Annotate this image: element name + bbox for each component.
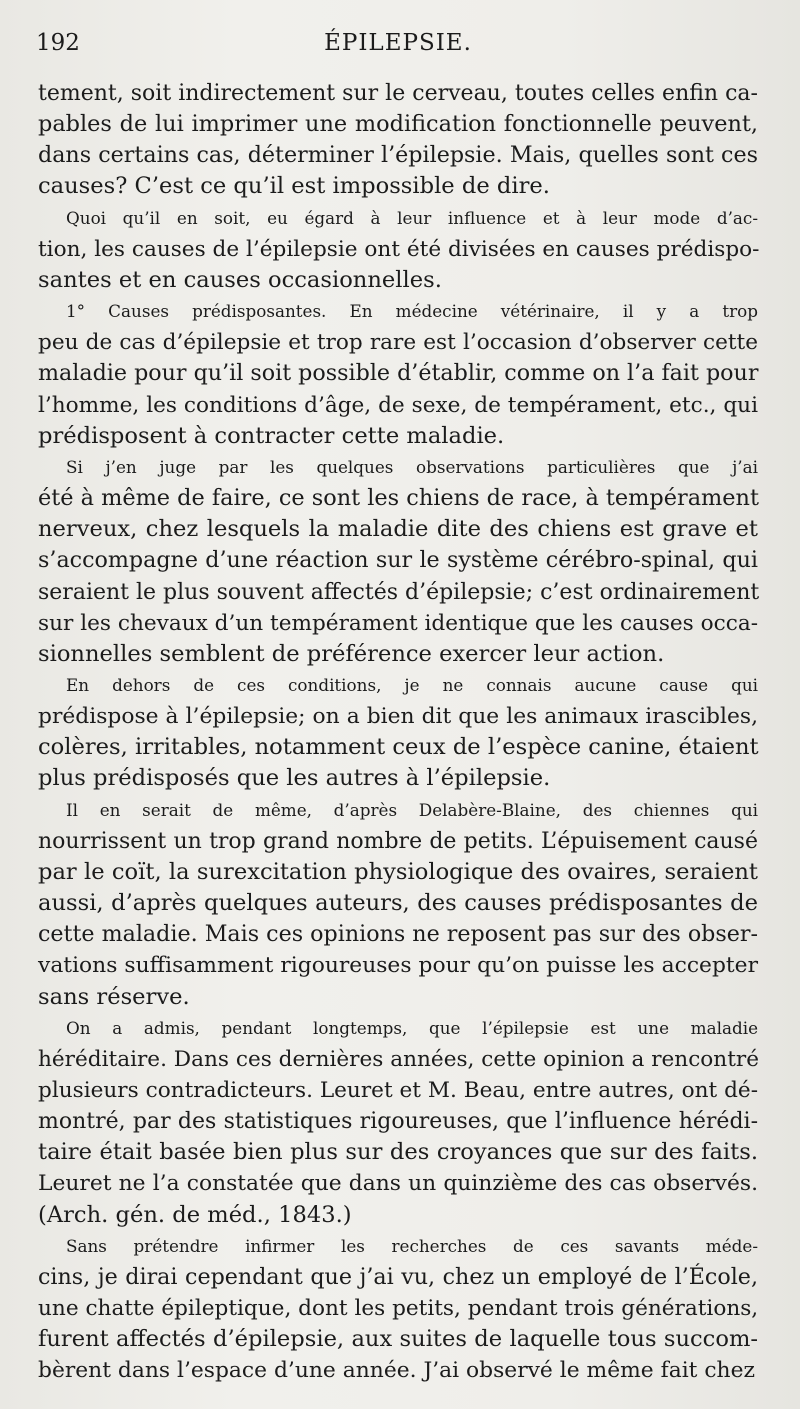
text-line: sur les chevaux d’un tempérament identique que les causes occa- — [38, 610, 758, 636]
paragraph — [38, 203, 758, 296]
text-line: 1° Causes prédisposantes. En médecine vétérinaire, il y a trop — [66, 301, 758, 322]
text-line: colères, irritables, notamment ceux de l’espèce canine, étaient — [38, 734, 759, 761]
text-line: Leuret ne l’a constatée que dans un quinzième des cas observés. — [38, 1171, 758, 1197]
text-line: sans réserve. — [38, 983, 190, 1010]
text-line: héréditaire. Dans ces dernières années, cette opinion a rencontré — [38, 1046, 759, 1072]
text-line: été à même de faire, ce sont les chiens de race, à tempérament — [38, 485, 759, 512]
text-line: Si j’en juge par les quelques observations particulières que j’ai — [66, 456, 758, 477]
paragraph — [38, 795, 758, 1013]
text-line: En dehors de ces conditions, je ne connais aucune cause qui — [66, 674, 758, 695]
text-line: Quoi qu’il en soit, eu égard à leur influence et à leur mode d’ac- — [66, 207, 758, 228]
text-line: taire était basée bien plus sur des croyances que sur des faits. — [38, 1139, 758, 1166]
text-line: prédisposent à contracter cette maladie. — [38, 422, 505, 449]
page-body — [38, 78, 758, 1387]
text-line: plus prédisposés que les autres à l’épilepsie. — [38, 765, 551, 792]
text-line: nerveux, chez lesquels la maladie dite des chiens est grave et — [38, 516, 758, 543]
text-line: causes? C’est ce qu’il est impossible de dire. — [38, 173, 550, 200]
text-line: s’accompagne d’une réaction sur le système cérébro-spinal, qui — [38, 547, 758, 574]
text-line: plusieurs contradicteurs. Leuret et M. Beau, entre autres, ont dé- — [38, 1078, 758, 1103]
paragraph — [38, 1231, 758, 1387]
page-header — [36, 30, 760, 62]
text-line: vations suffisamment rigoureuses pour qu’on puisse les accepter — [38, 953, 758, 979]
text-line: maladie pour qu’il soit possible d’établir, comme on l’a fait pour — [38, 360, 759, 387]
text-line: (Arch. gén. de méd., 1843.) — [38, 1201, 352, 1228]
text-line: bèrent dans l’espace d’une année. J’ai observé le même fait chez — [38, 1358, 755, 1384]
text-line: peu de cas d’épilepsie et trop rare est l’occasion d’observer cette — [38, 330, 758, 356]
paragraph — [38, 1013, 758, 1231]
text-line: aussi, d’après quelques auteurs, des causes prédisposantes de — [38, 890, 758, 917]
page-number: 192 — [36, 30, 80, 56]
paragraph — [38, 296, 758, 452]
text-line: montré, par des statistiques rigoureuses, que l’influence hérédi- — [38, 1109, 758, 1135]
text-line: une chatte épileptique, dont les petits, pendant trois générations, — [38, 1296, 759, 1322]
text-line: l’homme, les conditions d’âge, de sexe, de tempérament, etc., qui — [38, 392, 758, 418]
text-line: pables de lui imprimer une modification fonctionnelle peuvent, — [38, 111, 758, 138]
text-line: tion, les causes de l’épilepsie ont été divisées en causes prédispo- — [38, 236, 760, 262]
text-line: furent affectés d’épilepsie, aux suites de laquelle tous succom- — [38, 1326, 758, 1353]
paragraph — [38, 452, 758, 670]
text-line: Sans prétendre infirmer les recherches de ces savants méde- — [66, 1235, 758, 1256]
text-line: prédispose à l’épilepsie; on a bien dit que les animaux irascibles, — [38, 704, 758, 730]
text-line: On a admis, pendant longtemps, que l’épilepsie est une maladie — [66, 1017, 758, 1038]
text-line: nourrissent un trop grand nombre de petits. L’épuisement causé — [38, 828, 758, 854]
paragraph — [38, 670, 758, 795]
text-line: dans certains cas, déterminer l’épilepsie. Mais, quelles sont ces — [38, 142, 758, 169]
running-title: ÉPILEPSIE. — [324, 30, 472, 56]
text-line: cins, je dirai cependant que j’ai vu, chez un employé de l’École, — [38, 1263, 758, 1290]
text-line: Il en serait de même, d’après Delabère-Blaine, des chiennes qui — [66, 799, 758, 820]
text-line: seraient le plus souvent affectés d’épilepsie; c’est ordinairement — [38, 579, 760, 605]
text-line: par le coït, la surexcitation physiologique des ovaires, seraient — [38, 858, 758, 885]
text-line: sionnelles semblent de préférence exercer leur action. — [38, 640, 665, 667]
text-line: tement, soit indirectement sur le cerveau, toutes celles enfin ca- — [38, 81, 758, 106]
paragraph — [38, 78, 758, 203]
text-line: cette maladie. Mais ces opinions ne reposent pas sur des obser- — [38, 921, 759, 948]
text-line: santes et en causes occasionnelles. — [38, 266, 442, 293]
